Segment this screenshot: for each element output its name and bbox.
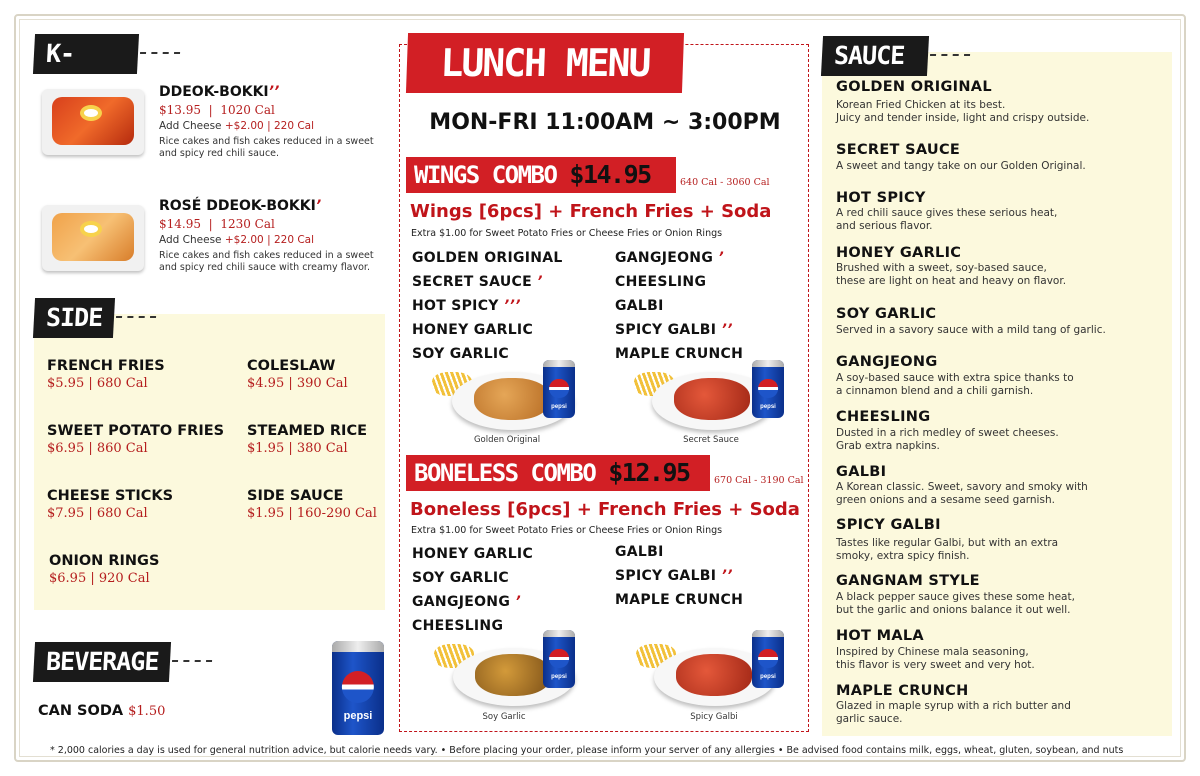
sauce-desc: Korean Fried Chicken at its best. Juicy and tender inside, light and crispy outside. [836, 99, 1090, 124]
kfood-item-addon: Add Cheese +$2.00 | 220 Cal [159, 234, 315, 246]
kfood-item-name: ROSÉ DDEOK-BOKKI’ [159, 198, 322, 214]
sauce-name: HOT SPICY [836, 190, 926, 206]
side-item-price: $7.95 | 680 Cal [47, 506, 148, 521]
wings-combo-banner: WINGS COMBO $14.95 [406, 157, 676, 193]
sauce-desc: A sweet and tangy take on our Golden Original. [836, 160, 1086, 172]
sauce-name: CHEESLING [836, 409, 931, 425]
chili-icon: ’’’ [503, 298, 521, 314]
side-item-price: $1.95 | 380 Cal [247, 441, 348, 456]
kfood-item-name: DDEOK-BOKKI’’ [159, 84, 280, 100]
side-item-name: SIDE SAUCE [247, 488, 344, 504]
plate-caption: Spicy Galbi [690, 712, 738, 722]
chili-icon: ’’ [268, 84, 280, 100]
plate-caption: Soy Garlic [482, 712, 526, 722]
sauce-desc: A red chili sauce gives these serious heat, and serious flavor. [836, 207, 1058, 232]
boneless-combo-extra: Extra $1.00 for Sweet Potato Fries or Cheese Fries or Onion Rings [411, 525, 723, 536]
sauce-desc: Dusted in a rich medley of sweet cheeses. Grab extra napkins. [836, 427, 1059, 452]
rose-ddeok-bokki-image [42, 205, 144, 271]
side-item-price: $6.95 | 920 Cal [49, 571, 150, 586]
boneless-flavor: MAPLE CRUNCH [615, 592, 744, 608]
kfood-item-desc: Rice cakes and fish cakes reduced in a sweet and spicy red chili sauce. [159, 136, 374, 159]
soda-can-image: pepsi [752, 360, 784, 418]
wings-flavor: MAPLE CRUNCH [615, 346, 744, 362]
boneless-flavor: SOY GARLIC [412, 570, 510, 586]
chili-icon: ’ [537, 274, 543, 290]
boneless-flavor: HONEY GARLIC [412, 546, 534, 562]
side-item-name: FRENCH FRIES [47, 358, 165, 374]
side-item-price: $1.95 | 160-290 Cal [247, 506, 377, 521]
side-item-name: ONION RINGS [49, 553, 160, 569]
sauce-desc: A Korean classic. Sweet, savory and smoky with green onions and a sesame seed garnish. [836, 481, 1088, 506]
kfood-item-addon: Add Cheese +$2.00 | 220 Cal [159, 120, 315, 132]
chili-icon: ’’ [721, 568, 733, 584]
chili-icon: ’ [515, 594, 521, 610]
boneless-flavor: GANGJEONG ’ [412, 594, 521, 610]
soda-can-image: pepsi [543, 630, 575, 688]
sauce-desc: Glazed in maple syrup with a rich butter and garlic sauce. [836, 700, 1071, 725]
plate-caption: Secret Sauce [683, 435, 739, 445]
chili-icon: ’ [718, 250, 724, 266]
wings-flavor: SOY GARLIC [412, 346, 510, 362]
sauce-desc: Served in a savory sauce with a mild tang of garlic. [836, 324, 1106, 336]
footer-disclaimer: * 2,000 calories a day is used for general nutrition advice, but calorie needs vary. • Before placing your order, please inform your server of any allergies • Be advised food contains milk, eggs, wheat, gluten, soybean, and nuts [50, 745, 1124, 756]
side-item-price: $4.95 | 390 Cal [247, 376, 348, 391]
side-item-price: $6.95 | 860 Cal [47, 441, 148, 456]
lunch-hours: MON-FRI 11:00AM ~ 3:00PM [429, 110, 781, 135]
sauce-name: SECRET SAUCE [836, 142, 961, 158]
boneless-flavor: SPICY GALBI ’’ [615, 568, 733, 584]
sauce-name: GOLDEN ORIGINAL [836, 79, 992, 95]
sauce-name: GANGNAM STYLE [836, 573, 980, 589]
sauce-header: SAUCE [821, 36, 929, 76]
boneless-combo-banner: BONELESS COMBO $12.95 [406, 455, 710, 491]
sauce-desc: Brushed with a sweet, soy-based sauce, these are light on heat and heavy on flavor. [836, 262, 1067, 287]
side-header: SIDE [33, 298, 115, 338]
kfood-item-desc: Rice cakes and fish cakes reduced in a sweet and spicy red chili sauce with creamy flavor. [159, 250, 374, 273]
soda-can-image: pepsi [752, 630, 784, 688]
plate-caption: Golden Original [473, 435, 541, 445]
boneless-combo-line: Boneless [6pcs] + French Fries + Soda [410, 499, 800, 520]
wings-flavor: HOT SPICY ’’’ [412, 298, 521, 314]
side-item-price: $5.95 | 680 Cal [47, 376, 148, 391]
kfood-header: K-FOOD [33, 34, 139, 74]
boneless-flavor: CHEESLING [412, 618, 504, 634]
sauce-name: SPICY GALBI [836, 517, 941, 533]
sauce-name: GANGJEONG [836, 354, 938, 370]
side-item-name: COLESLAW [247, 358, 336, 374]
lunch-menu-title: LUNCH MENU [406, 33, 684, 93]
sauce-name: HOT MALA [836, 628, 924, 644]
sauce-desc: Tastes like regular Galbi, but with an extra smoky, extra spicy finish. [836, 537, 1059, 562]
sauce-name: GALBI [836, 464, 887, 480]
sauce-name: MAPLE CRUNCH [836, 683, 969, 699]
wings-flavor: SECRET SAUCE ’ [412, 274, 543, 290]
side-item-name: STEAMED RICE [247, 423, 367, 439]
soda-can-image: pepsi [332, 641, 384, 735]
wings-flavor: GALBI [615, 298, 664, 314]
side-item-name: CHEESE STICKS [47, 488, 174, 504]
sauce-desc: Inspired by Chinese mala seasoning, this flavor is very sweet and very hot. [836, 646, 1035, 671]
soda-can-image: pepsi [543, 360, 575, 418]
wings-flavor: GOLDEN ORIGINAL [412, 250, 563, 266]
wings-combo-extra: Extra $1.00 for Sweet Potato Fries or Cheese Fries or Onion Rings [411, 228, 723, 239]
kfood-item-price: $14.95 | 1230 Cal [159, 217, 275, 231]
wings-flavor: CHEESLING [615, 274, 707, 290]
wings-combo-calories: 640 Cal - 3060 Cal [680, 177, 770, 188]
beverage-header: BEVERAGE [33, 642, 171, 682]
sauce-desc: A soy-based sauce with extra spice thanks to a cinnamon blend and a chili garnish. [836, 372, 1074, 397]
boneless-flavor: GALBI [615, 544, 664, 560]
wings-flavor: GANGJEONG ’ [615, 250, 724, 266]
side-item-name: SWEET POTATO FRIES [47, 423, 225, 439]
sauce-desc: A black pepper sauce gives these some heat, but the garlic and onions balance it out well. [836, 591, 1075, 616]
wings-combo-line: Wings [6pcs] + French Fries + Soda [410, 201, 772, 222]
wings-flavor: HONEY GARLIC [412, 322, 534, 338]
boneless-combo-calories: 670 Cal - 3190 Cal [714, 475, 804, 486]
kfood-item-price: $13.95 | 1020 Cal [159, 103, 275, 117]
sauce-name: HONEY GARLIC [836, 245, 962, 261]
wings-flavor: SPICY GALBI ’’ [615, 322, 733, 338]
ddeok-bokki-image [42, 89, 144, 155]
sauce-name: SOY GARLIC [836, 306, 937, 322]
chili-icon: ’’ [721, 322, 733, 338]
chili-icon: ’ [315, 198, 322, 214]
beverage-item: CAN SODA $1.50 [38, 703, 166, 719]
